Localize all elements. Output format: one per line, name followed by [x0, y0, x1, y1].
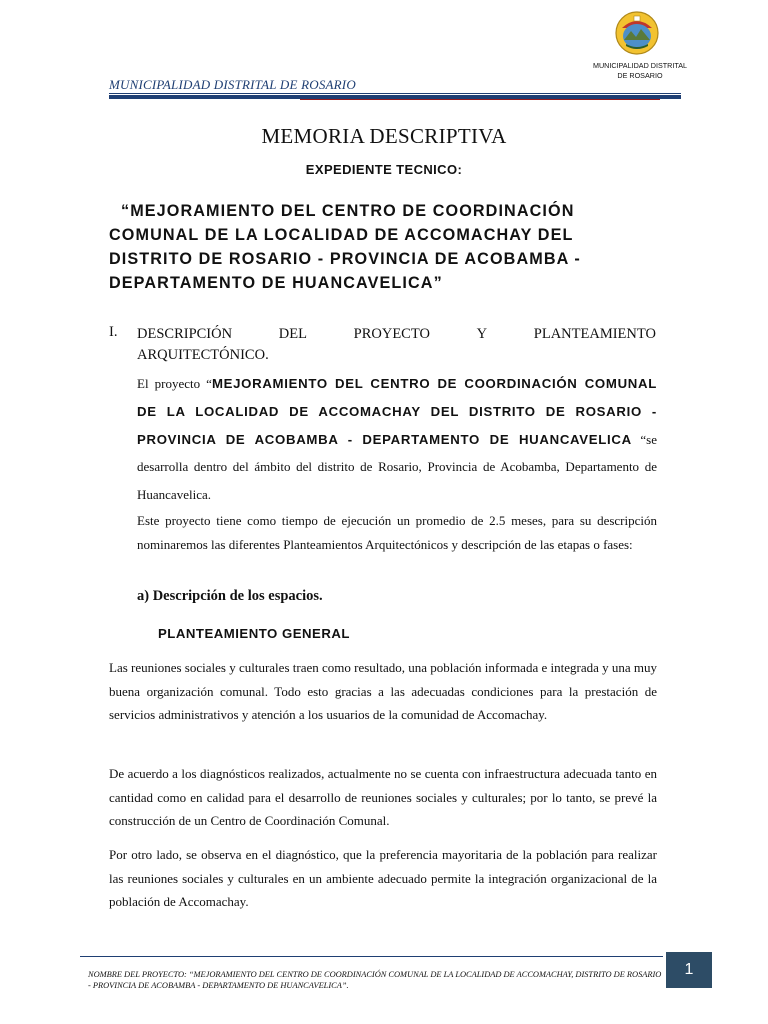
section-number: I.: [109, 324, 118, 340]
project-title-line: DEPARTAMENTO DE HUANCAVELICA”: [109, 274, 443, 292]
header-organization: MUNICIPALIDAD DISTRITAL DE ROSARIO: [109, 77, 356, 92]
paragraph-body: Las reuniones sociales y culturales traen como resultado, una población informada e integrada y una muy buena organización comunal. Todo esto gracias a las adecuadas condiciones para la prestación de servicios administrativos y atención a los usuarios de la comunidad de Accomachay.: [109, 660, 657, 722]
paragraph-body: De acuerdo a los diagnósticos realizados, actualmente no se cuenta con infraestructura adecuada tanto en cantidad como en calidad para el desarrollo de reuniones sociales y culturales; por lo tanto, se prevé la construcción de un Centro de Coordinación Comunal.: [109, 766, 657, 828]
section-title-word: DEL: [278, 326, 307, 342]
section-title-line2: ARQUITECTÓNICO.: [137, 347, 269, 363]
project-title: [109, 199, 657, 295]
logo-caption-line2: DE ROSARIO: [617, 71, 663, 80]
paragraph-project-intro: [137, 370, 657, 509]
page-number-box: [666, 952, 712, 988]
logo-caption: [560, 61, 720, 81]
section-title-word: PLANTEAMIENTO: [533, 326, 656, 342]
page-number: 1: [684, 961, 694, 978]
paragraph-body: Por otro lado, se observa en el diagnóstico, que la preferencia mayoritaria de la población para realizar las reuniones sociales y culturales en un ambiente adecuado permite la integración organizacional de la población de Accomachay.: [109, 847, 657, 909]
project-title-line: “MEJORAMIENTO DEL CENTRO DE COORDINACIÓN: [121, 202, 575, 220]
footer-rule: [80, 956, 663, 957]
section-title: [137, 324, 656, 366]
paragraph-project-name: MEJORAMIENTO DEL CENTRO DE COORDINACIÓN COMUNAL DE LA LOCALIDAD DE ACCOMACHAY DEL DISTRITO DE ROSARIO - PROVINCIA DE ACOBAMBA - DEPARTAMENTO DE HUANCAVELICA: [137, 376, 657, 447]
section-title-word: Y: [476, 326, 488, 342]
footer-project-name: NOMBRE DEL PROYECTO: “MEJORAMIENTO DEL CENTRO DE COORDINACIÓN COMUNAL DE LA LOCALIDAD DE ACCOMACHAY, DISTRITO DE ROSARIO - PROVINCIA DE ACOBAMBA - DEPARTAMENTO DE HUANCAVELICA”.: [88, 970, 662, 990]
document-subtitle: EXPEDIENTE TECNICO:: [305, 162, 463, 177]
logo-caption-line1: MUNICIPALIDAD DISTRITAL: [593, 61, 687, 70]
section-title-word: DESCRIPCIÓN: [137, 326, 233, 342]
municipality-logo: [614, 10, 660, 56]
document-title: MEMORIA DESCRIPTIVA: [261, 124, 507, 148]
header-rule-accent: [300, 99, 660, 100]
paragraph-intro-rest: “se desarrolla dentro del ámbito del distrito de Rosario, Provincia de Acobamba, Departamento de Huancavelica.: [137, 431, 657, 503]
header-rule-thin: [109, 93, 681, 94]
paragraph-intro-text: El proyecto “: [137, 376, 212, 391]
section-title-word: PROYECTO: [353, 326, 430, 342]
subsection-heading: a) Descripción de los espacios.: [137, 588, 323, 604]
paragraph-execution: Este proyecto tiene como tiempo de ejecución un promedio de 2.5 meses, para su descripción nominaremos las diferentes Planteamientos Arquitectónicos y descripción de las etapas o fases:: [137, 513, 657, 552]
general-heading: PLANTEAMIENTO GENERAL: [158, 626, 350, 641]
project-title-line: DISTRITO DE ROSARIO - PROVINCIA DE ACOBAMBA -: [109, 250, 581, 268]
project-title-line: COMUNAL DE LA LOCALIDAD DE ACCOMACHAY DEL: [109, 226, 574, 244]
